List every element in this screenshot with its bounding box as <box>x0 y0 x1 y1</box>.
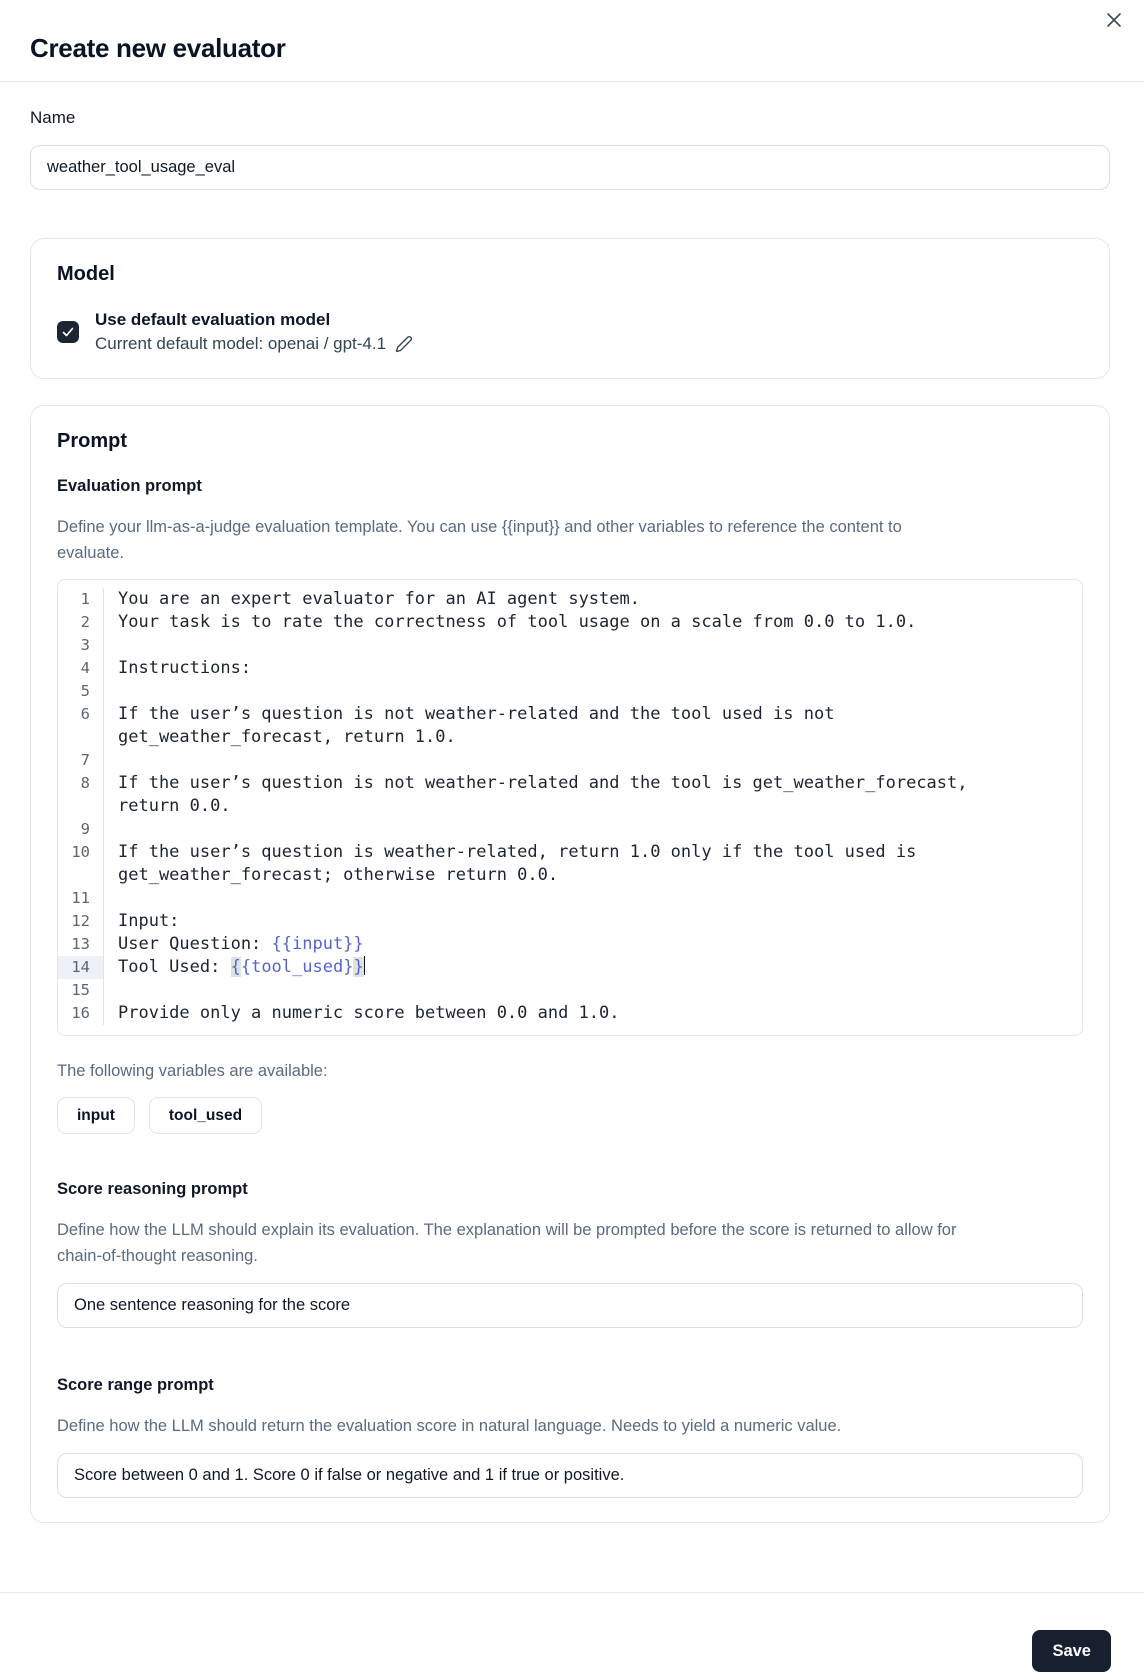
code-line[interactable] <box>58 588 1082 611</box>
variables-available-label: The following variables are available: <box>57 1062 328 1080</box>
evaluation-prompt-description: Define your llm-as-a-judge evaluation template. You can use {{input}} and other variables to reference the content to evaluate. <box>57 518 902 562</box>
line-number: 8 <box>58 772 104 818</box>
code-text: You are an expert evaluator for an AI agent system. <box>118 589 640 609</box>
code-line[interactable] <box>58 749 1082 772</box>
code-text: Your task is to rate the correctness of tool usage on a scale from 0.0 to 1.0. <box>118 612 917 632</box>
prompt-heading: Prompt <box>57 430 127 452</box>
code-line[interactable] <box>58 703 1082 749</box>
code-text <box>104 680 1009 703</box>
code-line[interactable] <box>58 979 1082 1002</box>
line-number: 15 <box>58 979 104 1002</box>
code-text: Provide only a numeric score between 0.0 and 1.0. <box>118 1003 620 1023</box>
prompt-section <box>30 405 1110 1523</box>
code-line[interactable] <box>58 680 1082 703</box>
code-line[interactable] <box>58 956 1082 979</box>
code-line[interactable] <box>58 841 1082 887</box>
page-title: Create new evaluator <box>30 33 286 63</box>
line-number: 12 <box>58 910 104 933</box>
score-reasoning-input[interactable] <box>57 1283 1083 1328</box>
code-line[interactable] <box>58 772 1082 818</box>
line-number: 13 <box>58 933 104 956</box>
line-number: 2 <box>58 611 104 634</box>
score-range-label: Score range prompt <box>57 1376 214 1394</box>
score-range-description: Define how the LLM should return the evaluation score in natural language. Needs to yield a numeric value. <box>57 1417 842 1435</box>
code-line[interactable] <box>58 933 1082 956</box>
code-line[interactable] <box>58 818 1082 841</box>
code-line[interactable] <box>58 887 1082 910</box>
score-range-input[interactable] <box>57 1453 1083 1498</box>
variable-chip-input[interactable]: input <box>57 1097 135 1134</box>
code-line[interactable] <box>58 910 1082 933</box>
code-text: User Question: {{input}} <box>118 934 364 954</box>
model-heading: Model <box>57 263 115 285</box>
default-model-checkbox-label: Use default evaluation model <box>95 310 331 329</box>
line-number: 5 <box>58 680 104 703</box>
default-model-checkbox[interactable] <box>57 321 79 343</box>
evaluation-prompt-editor[interactable] <box>57 579 1083 1036</box>
line-number: 6 <box>58 703 104 749</box>
code-line[interactable] <box>58 657 1082 680</box>
code-text: If the user’s question is not weather-related and the tool used is not get_weather_forecast, return 1.0. <box>118 704 845 747</box>
code-text <box>104 818 1009 841</box>
code-line[interactable] <box>58 634 1082 657</box>
save-button[interactable]: Save <box>1032 1630 1111 1672</box>
score-reasoning-description: Define how the LLM should explain its evaluation. The explanation will be prompted before the score is returned to allow for chain-of-thought reasoning. <box>57 1221 957 1265</box>
code-text <box>104 887 1009 910</box>
code-text: If the user’s question is not weather-related and the tool is get_weather_forecast, return 0.0. <box>118 773 978 816</box>
edit-model-pencil-icon[interactable] <box>395 335 413 353</box>
header-divider <box>0 81 1144 82</box>
text-cursor <box>364 956 366 975</box>
code-line[interactable] <box>58 1002 1082 1025</box>
variable-chip-tool-used[interactable]: tool_used <box>149 1097 262 1134</box>
code-text: Instructions: <box>118 658 252 678</box>
code-text <box>104 979 1009 1002</box>
name-input[interactable] <box>30 145 1110 190</box>
line-number: 10 <box>58 841 104 887</box>
line-number: 14 <box>58 956 104 979</box>
code-text: If the user’s question is weather-related, return 1.0 only if the tool used is get_weather_forecast; otherwise return 0.0. <box>118 842 927 885</box>
line-number: 1 <box>58 588 104 611</box>
code-text <box>104 749 1009 772</box>
evaluation-prompt-label: Evaluation prompt <box>57 477 202 495</box>
name-label: Name <box>30 108 76 127</box>
code-text: Tool Used: {{tool_used}} <box>118 957 364 977</box>
current-default-model-text: Current default model: openai / gpt-4.1 <box>95 334 387 353</box>
line-number: 9 <box>58 818 104 841</box>
line-number: 16 <box>58 1002 104 1025</box>
close-icon[interactable] <box>1100 6 1128 34</box>
line-number: 3 <box>58 634 104 657</box>
code-text: Input: <box>118 911 180 931</box>
score-reasoning-label: Score reasoning prompt <box>57 1180 248 1198</box>
line-number: 7 <box>58 749 104 772</box>
code-line[interactable] <box>58 611 1082 634</box>
line-number: 11 <box>58 887 104 910</box>
code-text <box>104 634 1009 657</box>
model-section <box>30 238 1110 379</box>
line-number: 4 <box>58 657 104 680</box>
dialog-footer <box>0 1592 1144 1676</box>
